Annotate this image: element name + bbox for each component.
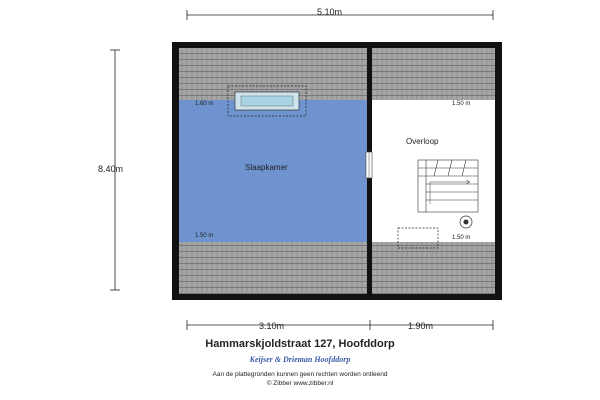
landing-label: Overloop bbox=[406, 137, 439, 146]
landing-top-height: 1.50 m bbox=[452, 101, 471, 107]
agency-name: Keijser & Drieman Hoofddorp bbox=[249, 355, 351, 364]
bedroom-label: Slaapkamer bbox=[245, 163, 288, 172]
boiler-icon bbox=[460, 216, 472, 228]
bottom-left-dimension-label: 3.10m bbox=[259, 321, 285, 331]
height-dimension-label: 8.40m bbox=[98, 164, 124, 174]
roof-tiles-bottom-left bbox=[179, 242, 367, 294]
bottom-right-dimension-label: 1.90m bbox=[408, 321, 434, 331]
top-dimension-label: 5.10m bbox=[317, 7, 343, 17]
disclaimer-text: Aan de plattegronden kunnen geen rechten worden ontleend bbox=[212, 371, 388, 378]
bedroom-top-height: 1.60 m bbox=[195, 101, 214, 107]
roof-tiles-top-right bbox=[372, 48, 495, 100]
landing-bottom-height: 1.50 m bbox=[452, 235, 471, 241]
roof-tiles-bottom-right bbox=[372, 242, 495, 294]
staircase bbox=[418, 160, 478, 212]
bedroom-bottom-height: 1.50 m bbox=[195, 233, 214, 239]
address-title: Hammarskjoldstraat 127, Hoofddorp bbox=[205, 338, 395, 350]
copyright-text: © Zibber www.zibber.nl bbox=[266, 380, 334, 387]
bottom-dimension-line bbox=[187, 320, 493, 330]
interior-door bbox=[366, 152, 372, 178]
